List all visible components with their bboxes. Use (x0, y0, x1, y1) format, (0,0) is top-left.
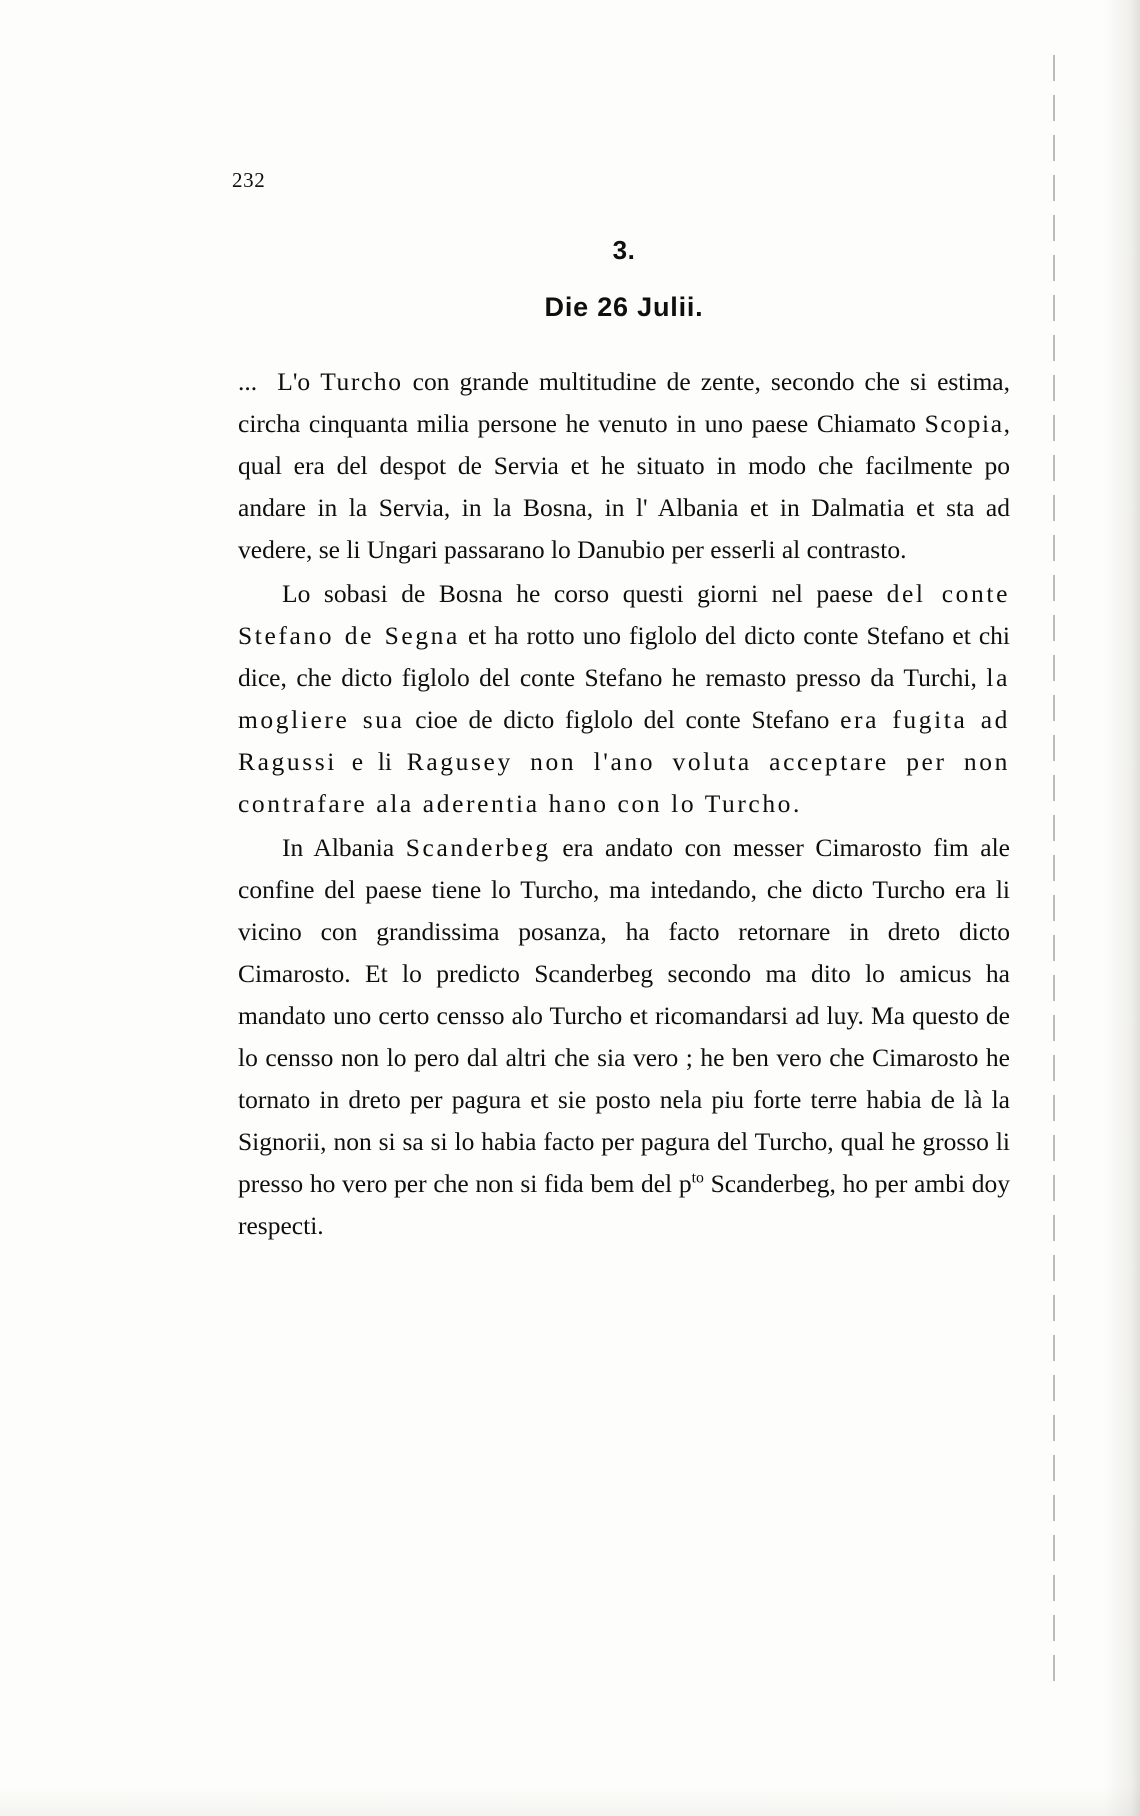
page-folio-number: 232 (232, 168, 266, 192)
scan-edge-shadow-bottom (0, 1786, 1140, 1816)
paragraph-2-text: Lo sobasi de Bosna he corso questi giorni nel paese del conte Stefano de Segna et ha rotto uno figlolo del dicto conte Stefano et chi dice, che dicto figlolo del conte Stefano he remasto presso da Turchi, la mogliere sua cioe de dicto figlolo del conte Stefano era fugita ad Ragussi e li Ragusey non l'ano voluta acceptare per non contrafare ala aderentia hano con lo Turcho. (238, 579, 1010, 818)
section-number: 3. (612, 235, 636, 265)
scan-edge-shadow-right (1104, 0, 1140, 1816)
paragraph-1-text: ... L'o Turcho con grande multitudine de zente, secondo che si estima, circha cinquanta milia persone he venuto in uno paese Chiamato Scopia, qual era del despot de Servia et he situato in modo che facilmente po andare in la Servia, in la Bosna, in l' Albania et in Dalmatia et sta ad vedere, se li Ungari passarano lo Danubio per esserli al contrasto. (238, 367, 1011, 564)
paragraph-3 (238, 827, 1010, 1247)
paragraph-1 (238, 361, 1010, 571)
section-title: Die 26 Julii. (544, 292, 704, 322)
paragraph-2 (238, 573, 1010, 825)
gutter-rule-decoration (1053, 55, 1055, 1695)
document-body (238, 235, 1010, 1249)
paragraph-3-text: In Albania Scanderbeg era andato con messer Cimarosto fim ale confine del paese tiene lo Turcho, ma intedando, che dicto Turcho era li vicino con grandissima posanza, ha facto retornare in dreto dicto Cimarosto. Et lo predicto Scanderbeg secondo ma dito lo amicus ha mandato uno certo censso alo Turcho et ricomandarsi ad luy. Ma questo de lo censso non lo pero dal altri che sia vero ; he ben vero che Cimarosto he tornato in dreto per pagura et sie posto nela piu forte terre habia de là la Signorii, non si sa si lo habia facto per pagura del Turcho, qual he grosso li presso ho vero per che non si fida bem del $p^{to}$ Scanderbeg, ho per ambi doy respecti. (238, 833, 1011, 1240)
